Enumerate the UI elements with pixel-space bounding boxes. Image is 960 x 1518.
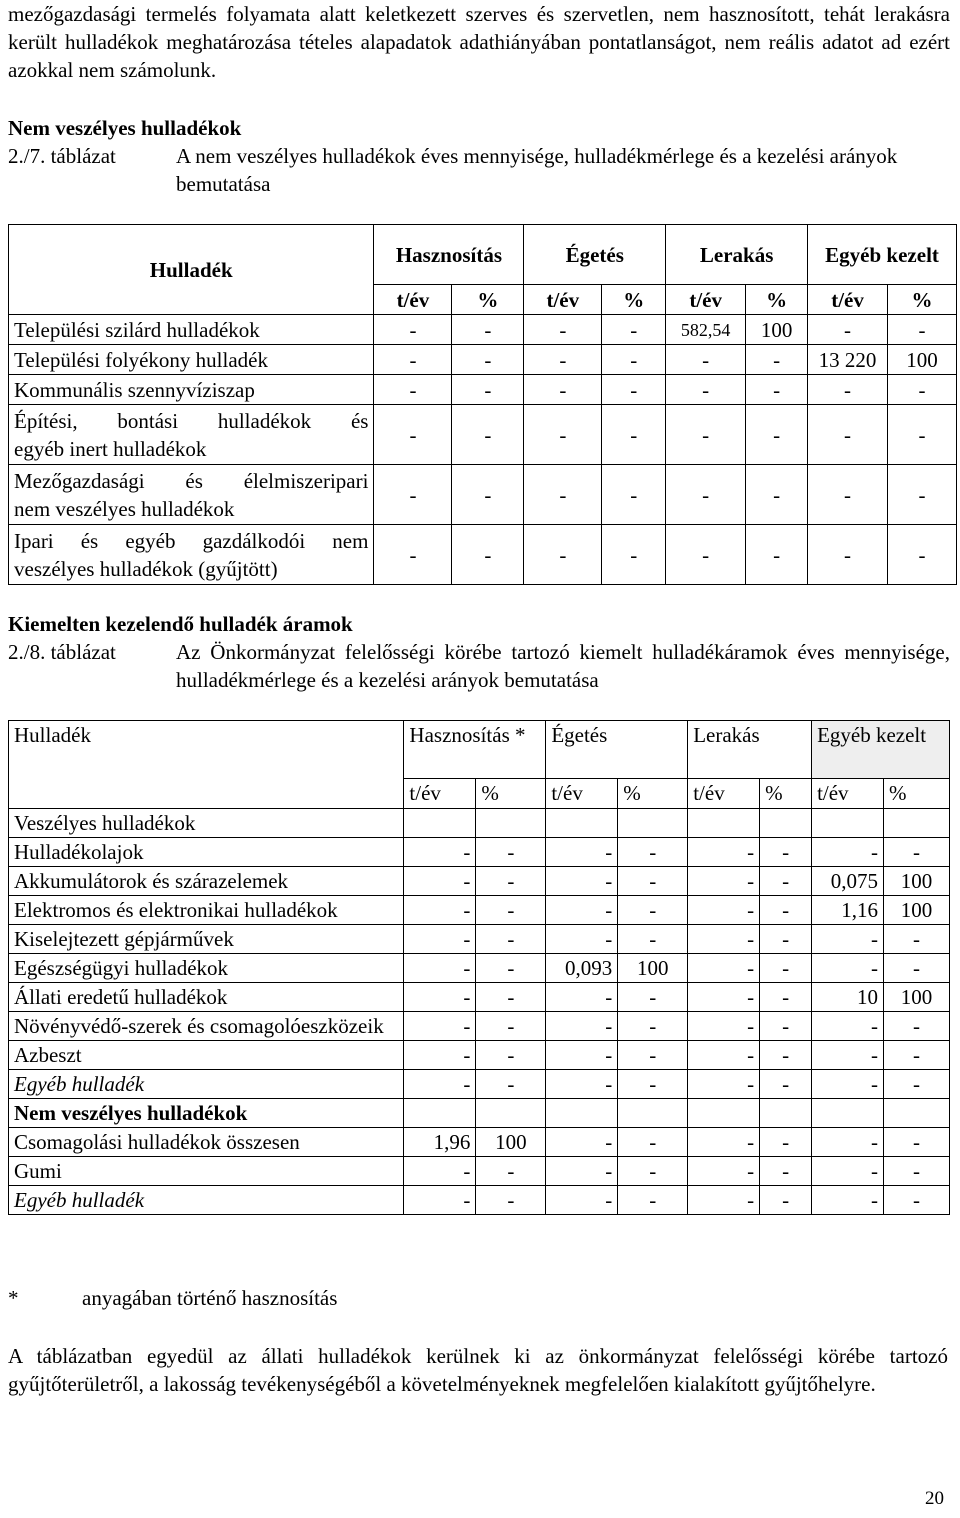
row-label: Akkumulátorok és szárazelemek [9,867,404,896]
table-row [9,1157,950,1186]
table-cell: - [602,465,666,525]
table-cell: - [404,1041,476,1070]
table-row [9,1070,950,1099]
table-cell: - [760,925,812,954]
table-row [9,345,957,375]
table-cell: - [404,867,476,896]
table-cell: - [688,954,760,983]
row-label-line: Mezőgazdasági és élelmiszeripari [14,468,369,493]
unit-header: % [746,285,808,315]
unit-header: t/év [546,779,618,809]
unit-header: t/év [524,285,602,315]
table-row [9,375,957,405]
row-label [9,525,374,585]
table-row [9,838,950,867]
table-cell: - [404,1070,476,1099]
unit-header: % [452,285,524,315]
table-cell [546,809,618,838]
header-waste: Hulladék [9,721,404,809]
table-cell: - [404,1012,476,1041]
table-cell: 100 [618,954,688,983]
row-label: Veszélyes hulladékok [9,809,404,838]
table-row [9,525,957,585]
table-non-hazardous-waste [8,224,957,585]
table-row [9,405,957,465]
table-cell: - [812,954,884,983]
table-cell: - [760,867,812,896]
table-cell: - [808,315,888,345]
caption-number: 2./8. táblázat [8,640,116,664]
table-priority-waste [8,720,950,1215]
table-cell: - [812,925,884,954]
table-cell [618,809,688,838]
table-row [9,1012,950,1041]
intro-section [8,0,950,198]
table-cell [812,1099,884,1128]
table-cell: - [760,1128,812,1157]
table-cell: - [746,405,808,465]
caption-text: A nem veszélyes hulladékok éves mennyisége, hulladékmérlege és a kezelési arányok bemutatása [176,144,898,196]
table-cell: - [404,925,476,954]
table-cell: - [812,1012,884,1041]
row-label: Nem veszélyes hulladékok [9,1099,404,1128]
table-cell: - [746,375,808,405]
heading-non-hazardous: Nem veszélyes hulladékok [8,116,242,140]
row-label [9,405,374,465]
table-cell: - [476,983,546,1012]
table-row [9,954,950,983]
table-cell: 13 220 [808,345,888,375]
table-cell: - [374,465,452,525]
table-cell: - [476,1186,546,1215]
table-cell: - [476,1070,546,1099]
table-cell: - [888,375,957,405]
row-label: Állati eredetű hulladékok [9,983,404,1012]
table-cell: - [812,1157,884,1186]
table-cell: - [884,1128,950,1157]
row-label: Csomagolási hulladékok összesen [9,1128,404,1157]
table-cell: - [546,1128,618,1157]
unit-header: % [884,779,950,809]
table-cell: 582,54 [666,315,746,345]
row-label-line: egyéb inert hulladékok [14,436,207,461]
table-cell: - [452,345,524,375]
table-cell: - [666,345,746,375]
table-cell: - [760,954,812,983]
table-cell: - [666,375,746,405]
table-cell [884,809,950,838]
table-cell: - [618,1012,688,1041]
table-cell: - [888,525,957,585]
table-cell: - [688,838,760,867]
table-cell: 100 [476,1128,546,1157]
table-cell: - [760,1157,812,1186]
table-cell: - [760,983,812,1012]
table-cell: - [760,1012,812,1041]
unit-header: t/év [808,285,888,315]
table-cell: - [404,954,476,983]
table-cell: - [618,838,688,867]
table-cell: - [546,838,618,867]
table-cell: - [602,375,666,405]
table-cell [688,809,760,838]
table-row [9,465,957,525]
table-cell [404,1099,476,1128]
table-row [9,315,957,345]
header-group-recovery: Hasznosítás [374,225,524,285]
table-cell: - [546,1041,618,1070]
table-cell: - [812,838,884,867]
header-group-other: Egyéb kezelt [808,225,957,285]
row-label-line: Ipari és egyéb gazdálkodói nem [14,528,369,553]
table-row [9,1186,950,1215]
table-cell: - [546,867,618,896]
table-cell: - [760,1070,812,1099]
table-row [9,983,950,1012]
table-cell: - [476,1012,546,1041]
table-cell: - [884,925,950,954]
table-cell: - [760,838,812,867]
table-cell: - [618,983,688,1012]
table-cell: - [888,315,957,345]
table-cell: - [546,983,618,1012]
header-group-landfill: Lerakás [688,721,812,779]
table-cell: - [602,315,666,345]
table-cell [812,809,884,838]
heading-priority-waste: Kiemelten kezelendő hulladék áramok [8,612,353,636]
table-cell: - [618,867,688,896]
table-cell: - [618,1157,688,1186]
table-cell: 100 [884,896,950,925]
table-cell [884,1099,950,1128]
row-label: Kommunális szennyvíziszap [9,375,374,405]
table-cell: - [884,954,950,983]
unit-header: % [618,779,688,809]
table-cell: - [688,1041,760,1070]
table-cell [760,809,812,838]
row-label: Azbeszt [9,1041,404,1070]
table-cell: - [688,925,760,954]
table-cell: - [452,525,524,585]
table-cell: - [524,405,602,465]
caption-table-2-7 [8,142,950,198]
page-number: 20 [925,1488,944,1509]
table-cell: - [546,896,618,925]
table-cell: - [746,345,808,375]
table-cell: - [404,1186,476,1215]
header-waste: Hulladék [9,225,374,315]
table-cell: - [374,525,452,585]
table-cell: - [404,896,476,925]
unit-header: t/év [404,779,476,809]
closing-paragraph: A táblázatban egyedül az állati hulladékok kerülnek ki az önkormányzat felelősségi körébe tartozó gyűjtőterületről, a lakosság tevékenységéből a követelményeknek megfelelően kialakított gyűjtőhelyre. [8,1344,948,1396]
table-cell: - [374,345,452,375]
table-cell: - [524,315,602,345]
caption-text: Az Önkormányzat felelősségi körébe tartozó kiemelt hulladékáramok éves mennyisége, hulladékmérlege és a kezelési arányok bemutatása [176,640,950,692]
table-row [9,809,950,838]
table-cell: - [374,315,452,345]
header-group-incineration: Égetés [546,721,688,779]
caption-table-2-8 [8,638,950,694]
row-label: Egyéb hulladék [9,1070,404,1099]
table-cell: - [374,405,452,465]
table-cell: - [618,1041,688,1070]
table-cell: - [688,867,760,896]
table-cell: - [884,1070,950,1099]
table-cell: - [746,525,808,585]
unit-header: t/év [374,285,452,315]
table-cell: 100 [884,867,950,896]
table-cell: - [666,465,746,525]
table-cell: - [808,465,888,525]
table-row [9,1041,950,1070]
unit-header: t/év [666,285,746,315]
table-cell: - [618,1070,688,1099]
row-label-line: veszélyes hulladékok (gyűjtött) [14,556,278,581]
header-group-landfill: Lerakás [666,225,808,285]
footnote-marker: * [8,1286,19,1310]
table-cell: - [688,1186,760,1215]
unit-header: % [602,285,666,315]
table-cell: - [404,983,476,1012]
table-cell: - [524,375,602,405]
row-label: Egészségügyi hulladékok [9,954,404,983]
row-label: Egyéb hulladék [9,1186,404,1215]
caption-number: 2./7. táblázat [8,144,116,168]
table-cell: - [524,345,602,375]
table-cell: - [746,465,808,525]
table-cell: - [404,1157,476,1186]
table-cell [688,1099,760,1128]
row-label: Növényvédő-szerek és csomagolóeszközeik [9,1012,404,1041]
table-cell: - [546,1070,618,1099]
table-cell [404,809,476,838]
table-cell: - [888,465,957,525]
table-cell: - [452,315,524,345]
table-cell: - [688,896,760,925]
table-cell: 0,075 [812,867,884,896]
intro-paragraph: mezőgazdasági termelés folyamata alatt keletkezett szerves és szervetlen, nem hasznosított, tehát lerakásra került hulladékok meghatározása tételes alapadatok adathiányában pontatlanságot, nem reális adatot ad ezért azokkal nem számolunk. [8,2,950,82]
table-cell: - [812,1128,884,1157]
table-cell: - [618,1186,688,1215]
table-cell: - [524,465,602,525]
footnote-text: anyagában történő hasznosítás [82,1286,338,1310]
table-row [9,1099,950,1128]
section-priority-waste [8,610,950,694]
table-cell: - [884,838,950,867]
table-cell: - [888,405,957,465]
row-label: Gumi [9,1157,404,1186]
table-cell: - [476,954,546,983]
table-cell: - [760,896,812,925]
table-row [9,867,950,896]
table-cell [546,1099,618,1128]
table-cell [760,1099,812,1128]
row-label-line: nem veszélyes hulladékok [14,496,235,521]
table-cell: - [808,525,888,585]
table-cell [476,1099,546,1128]
table-cell: - [452,465,524,525]
table-cell: - [404,838,476,867]
table-cell: - [452,405,524,465]
table-cell: - [618,925,688,954]
table-cell: - [476,896,546,925]
table-cell: - [812,1041,884,1070]
table-cell: - [884,1157,950,1186]
row-label: Hulladékolajok [9,838,404,867]
table-cell: - [688,1012,760,1041]
table-cell: 0,093 [546,954,618,983]
footnote [8,1284,337,1312]
unit-header: % [476,779,546,809]
table-cell: - [546,1012,618,1041]
table-cell: - [884,1041,950,1070]
table-cell: - [688,1128,760,1157]
header-group-recovery: Hasznosítás * [404,721,546,779]
table-cell: 100 [746,315,808,345]
unit-header: % [888,285,957,315]
table-cell: - [760,1041,812,1070]
table-cell: - [524,525,602,585]
table-cell: - [688,1157,760,1186]
table-cell [618,1099,688,1128]
table-cell: - [688,1070,760,1099]
table-cell: - [812,1070,884,1099]
header-group-incineration: Égetés [524,225,666,285]
row-label [9,465,374,525]
table-cell: - [618,896,688,925]
table-cell: - [666,405,746,465]
row-label: Települési szilárd hulladékok [9,315,374,345]
table-cell: 10 [812,983,884,1012]
table-cell: - [476,867,546,896]
table-cell: - [688,983,760,1012]
table-cell: - [808,375,888,405]
table-cell: 1,16 [812,896,884,925]
table-cell: - [476,838,546,867]
table-cell: - [618,1128,688,1157]
table-cell: - [760,1186,812,1215]
table-cell: - [602,525,666,585]
table-cell: - [374,375,452,405]
table-cell: - [476,925,546,954]
table-cell: - [476,1041,546,1070]
table-row [9,1128,950,1157]
table-cell: - [884,1012,950,1041]
header-group-other: Egyéb kezelt [812,721,950,779]
table-cell: - [666,525,746,585]
table-cell: - [884,1186,950,1215]
unit-header: t/év [812,779,884,809]
table-cell: - [452,375,524,405]
row-label: Kiselejtezett gépjárművek [9,925,404,954]
table-cell: 100 [884,983,950,1012]
table-cell: - [808,405,888,465]
table-cell [476,809,546,838]
row-label: Elektromos és elektronikai hulladékok [9,896,404,925]
table-cell: - [546,1186,618,1215]
table-cell: - [546,1157,618,1186]
table-row [9,925,950,954]
row-label-line: Építési, bontási hulladékok és [14,408,369,433]
table-cell: - [476,1157,546,1186]
unit-header: t/év [688,779,760,809]
row-label: Települési folyékony hulladék [9,345,374,375]
table-cell: - [602,345,666,375]
table-cell: 1,96 [404,1128,476,1157]
table-cell: - [812,1186,884,1215]
table-cell: - [602,405,666,465]
table-row [9,896,950,925]
table-body [9,809,950,1215]
table-cell: - [546,925,618,954]
table-cell: 100 [888,345,957,375]
unit-header: % [760,779,812,809]
